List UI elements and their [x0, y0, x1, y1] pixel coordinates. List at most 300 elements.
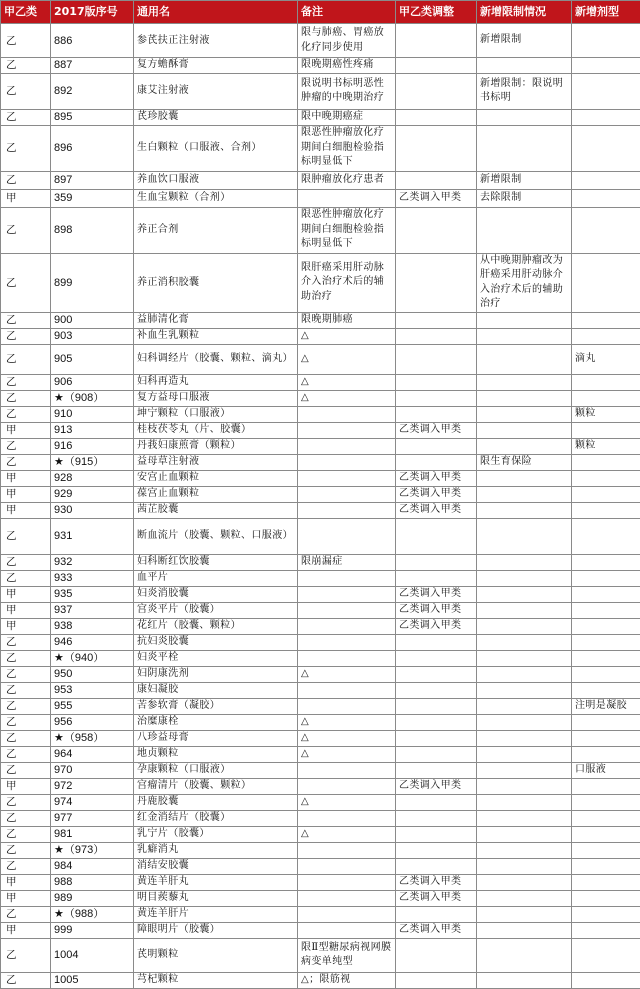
- adjust-cell: 乙类调入甲类: [396, 618, 477, 634]
- limit-cell: [477, 602, 572, 618]
- name-cell: 康艾注射液: [134, 73, 298, 109]
- name-cell: 宫炎平片（胶囊）: [134, 602, 298, 618]
- note-cell: [298, 762, 396, 778]
- name-cell: 益肺清化膏: [134, 312, 298, 328]
- form-cell: [572, 454, 640, 470]
- name-cell: 妇炎消胶囊: [134, 586, 298, 602]
- name-cell: 养血饮口服液: [134, 171, 298, 189]
- table-row: [1, 890, 640, 906]
- adjust-cell: [396, 438, 477, 454]
- note-cell: [298, 454, 396, 470]
- class-cell: 甲: [1, 502, 51, 518]
- form-cell: [572, 502, 640, 518]
- seq-cell: 956: [51, 714, 134, 730]
- table-row: [1, 922, 640, 938]
- note-cell: [298, 618, 396, 634]
- note-cell: [298, 858, 396, 874]
- form-cell: [572, 810, 640, 826]
- table-row: [1, 58, 640, 74]
- table-row: [1, 602, 640, 618]
- limit-cell: [477, 502, 572, 518]
- note-cell: 限晚期肺癌: [298, 312, 396, 328]
- note-cell: △: [298, 714, 396, 730]
- limit-cell: [477, 682, 572, 698]
- header-class: 甲乙类: [1, 1, 51, 24]
- class-cell: 乙: [1, 58, 51, 74]
- class-cell: 乙: [1, 253, 51, 312]
- class-cell: 乙: [1, 207, 51, 253]
- note-cell: 限说明书标明恶性肿瘤的中晚期治疗: [298, 73, 396, 109]
- note-cell: [298, 518, 396, 554]
- note-cell: 限与肺癌、胃癌放化疗同步使用: [298, 24, 396, 58]
- limit-cell: [477, 746, 572, 762]
- adjust-cell: [396, 374, 477, 390]
- note-cell: [298, 650, 396, 666]
- adjust-cell: [396, 328, 477, 344]
- name-cell: 妇科断红饮胶囊: [134, 554, 298, 570]
- form-cell: 口服液: [572, 762, 640, 778]
- class-cell: 乙: [1, 762, 51, 778]
- limit-cell: [477, 486, 572, 502]
- name-cell: 复方益母口服液: [134, 390, 298, 406]
- name-cell: 苦参软膏（凝胶）: [134, 698, 298, 714]
- adjust-cell: 乙类调入甲类: [396, 189, 477, 207]
- form-cell: [572, 906, 640, 922]
- note-cell: [298, 682, 396, 698]
- limit-cell: [477, 762, 572, 778]
- note-cell: [298, 698, 396, 714]
- limit-cell: [477, 810, 572, 826]
- form-cell: [572, 682, 640, 698]
- limit-cell: 新增限制: [477, 171, 572, 189]
- class-cell: 乙: [1, 518, 51, 554]
- note-cell: 限Ⅱ型糖尿病视网膜病变单纯型: [298, 938, 396, 972]
- limit-cell: [477, 778, 572, 794]
- class-cell: 乙: [1, 858, 51, 874]
- adjust-cell: [396, 253, 477, 312]
- table-row: [1, 109, 640, 125]
- form-cell: 滴丸: [572, 344, 640, 374]
- table-row: [1, 858, 640, 874]
- limit-cell: [477, 858, 572, 874]
- class-cell: 乙: [1, 746, 51, 762]
- class-cell: 乙: [1, 109, 51, 125]
- name-cell: 花红片（胶囊、颗粒）: [134, 618, 298, 634]
- class-cell: 乙: [1, 666, 51, 682]
- adjust-cell: [396, 24, 477, 58]
- table-row: [1, 762, 640, 778]
- table-row: [1, 874, 640, 890]
- form-cell: [572, 666, 640, 682]
- adjust-cell: [396, 73, 477, 109]
- note-cell: [298, 874, 396, 890]
- seq-cell: 899: [51, 253, 134, 312]
- limit-cell: [477, 58, 572, 74]
- limit-cell: [477, 344, 572, 374]
- seq-cell: 999: [51, 922, 134, 938]
- seq-cell: 913: [51, 422, 134, 438]
- seq-cell: 977: [51, 810, 134, 826]
- seq-cell: 892: [51, 73, 134, 109]
- note-cell: △: [298, 730, 396, 746]
- name-cell: 生血宝颗粒（合剂）: [134, 189, 298, 207]
- name-cell: 红金消结片（胶囊）: [134, 810, 298, 826]
- table-row: [1, 189, 640, 207]
- limit-cell: [477, 518, 572, 554]
- class-cell: 乙: [1, 698, 51, 714]
- form-cell: [572, 518, 640, 554]
- limit-cell: [477, 312, 572, 328]
- name-cell: 黄连羊肝丸: [134, 874, 298, 890]
- table-row: [1, 390, 640, 406]
- form-cell: [572, 312, 640, 328]
- class-cell: 乙: [1, 554, 51, 570]
- adjust-cell: [396, 810, 477, 826]
- adjust-cell: [396, 109, 477, 125]
- note-cell: [298, 810, 396, 826]
- form-cell: [572, 24, 640, 58]
- form-cell: [572, 922, 640, 938]
- table-row: [1, 454, 640, 470]
- header-form: 新增剂型: [572, 1, 640, 24]
- limit-cell: [477, 666, 572, 682]
- name-cell: 生白颗粒（口服液、合剂）: [134, 125, 298, 171]
- class-cell: 乙: [1, 714, 51, 730]
- class-cell: 甲: [1, 470, 51, 486]
- class-cell: 乙: [1, 406, 51, 422]
- limit-cell: [477, 922, 572, 938]
- limit-cell: 新增限制：限说明书标明: [477, 73, 572, 109]
- limit-cell: [477, 698, 572, 714]
- seq-cell: 928: [51, 470, 134, 486]
- header-adjust: 甲乙类调整: [396, 1, 477, 24]
- seq-cell: 932: [51, 554, 134, 570]
- class-cell: 乙: [1, 438, 51, 454]
- table-row: [1, 328, 640, 344]
- note-cell: [298, 922, 396, 938]
- note-cell: △: [298, 826, 396, 842]
- adjust-cell: [396, 171, 477, 189]
- seq-cell: ★（915）: [51, 454, 134, 470]
- class-cell: 甲: [1, 602, 51, 618]
- form-cell: [572, 794, 640, 810]
- note-cell: [298, 422, 396, 438]
- note-cell: △: [298, 390, 396, 406]
- note-cell: [298, 438, 396, 454]
- limit-cell: [477, 207, 572, 253]
- table-row: [1, 634, 640, 650]
- adjust-cell: [396, 906, 477, 922]
- adjust-cell: [396, 826, 477, 842]
- form-cell: [572, 109, 640, 125]
- form-cell: [572, 422, 640, 438]
- class-cell: 乙: [1, 24, 51, 58]
- seq-cell: 984: [51, 858, 134, 874]
- adjust-cell: [396, 666, 477, 682]
- name-cell: 丹莪妇康煎膏（颗粒）: [134, 438, 298, 454]
- header-limit: 新增限制情况: [477, 1, 572, 24]
- form-cell: [572, 972, 640, 988]
- adjust-cell: 乙类调入甲类: [396, 922, 477, 938]
- limit-cell: [477, 422, 572, 438]
- seq-cell: 988: [51, 874, 134, 890]
- adjust-cell: [396, 554, 477, 570]
- table-row: [1, 171, 640, 189]
- note-cell: [298, 486, 396, 502]
- seq-cell: 972: [51, 778, 134, 794]
- name-cell: 明目蒺藜丸: [134, 890, 298, 906]
- limit-cell: [477, 586, 572, 602]
- name-cell: 宫瘤清片（胶囊、颗粒）: [134, 778, 298, 794]
- table-row: [1, 842, 640, 858]
- note-cell: 限肿瘤放化疗患者: [298, 171, 396, 189]
- note-cell: [298, 406, 396, 422]
- class-cell: 乙: [1, 171, 51, 189]
- limit-cell: [477, 730, 572, 746]
- limit-cell: [477, 109, 572, 125]
- name-cell: 芎杞颗粒: [134, 972, 298, 988]
- name-cell: 妇科再造丸: [134, 374, 298, 390]
- adjust-cell: [396, 650, 477, 666]
- form-cell: [572, 618, 640, 634]
- name-cell: 坤宁颗粒（口服液）: [134, 406, 298, 422]
- class-cell: 甲: [1, 618, 51, 634]
- form-cell: [572, 826, 640, 842]
- table-row: [1, 502, 640, 518]
- class-cell: 甲: [1, 189, 51, 207]
- seq-cell: 970: [51, 762, 134, 778]
- seq-cell: 937: [51, 602, 134, 618]
- class-cell: 乙: [1, 938, 51, 972]
- name-cell: 补血生乳颗粒: [134, 328, 298, 344]
- seq-cell: 1005: [51, 972, 134, 988]
- class-cell: 乙: [1, 972, 51, 988]
- table-row: [1, 682, 640, 698]
- name-cell: 芪明颗粒: [134, 938, 298, 972]
- table-row: [1, 698, 640, 714]
- seq-cell: 1004: [51, 938, 134, 972]
- limit-cell: [477, 390, 572, 406]
- note-cell: [298, 778, 396, 794]
- name-cell: 妇科调经片（胶囊、颗粒、滴丸）: [134, 344, 298, 374]
- note-cell: △: [298, 746, 396, 762]
- seq-cell: 929: [51, 486, 134, 502]
- adjust-cell: [396, 842, 477, 858]
- table-row: [1, 438, 640, 454]
- note-cell: [298, 634, 396, 650]
- note-cell: [298, 470, 396, 486]
- class-cell: 乙: [1, 454, 51, 470]
- limit-cell: [477, 634, 572, 650]
- name-cell: 八珍益母膏: [134, 730, 298, 746]
- seq-cell: ★（958）: [51, 730, 134, 746]
- adjust-cell: [396, 746, 477, 762]
- limit-cell: [477, 842, 572, 858]
- form-cell: [572, 650, 640, 666]
- adjust-cell: [396, 518, 477, 554]
- note-cell: [298, 842, 396, 858]
- seq-cell: 896: [51, 125, 134, 171]
- table-row: [1, 312, 640, 328]
- form-cell: [572, 842, 640, 858]
- adjust-cell: 乙类调入甲类: [396, 778, 477, 794]
- limit-cell: [477, 470, 572, 486]
- limit-cell: [477, 794, 572, 810]
- name-cell: 葆宫止血颗粒: [134, 486, 298, 502]
- table-row: [1, 714, 640, 730]
- note-cell: △: [298, 344, 396, 374]
- name-cell: 断血流片（胶囊、颗粒、口服液）: [134, 518, 298, 554]
- seq-cell: 910: [51, 406, 134, 422]
- form-cell: 颗粒: [572, 406, 640, 422]
- class-cell: 甲: [1, 778, 51, 794]
- seq-cell: 916: [51, 438, 134, 454]
- adjust-cell: [396, 570, 477, 586]
- class-cell: 乙: [1, 570, 51, 586]
- seq-cell: 897: [51, 171, 134, 189]
- table-row: [1, 374, 640, 390]
- note-cell: 限恶性肿瘤放化疗期间白细胞检验指标明显低下: [298, 125, 396, 171]
- class-cell: 乙: [1, 810, 51, 826]
- table-row: [1, 24, 640, 58]
- limit-cell: [477, 972, 572, 988]
- name-cell: 黄连羊肝片: [134, 906, 298, 922]
- note-cell: [298, 502, 396, 518]
- form-cell: [572, 486, 640, 502]
- table-row: [1, 906, 640, 922]
- limit-cell: [477, 650, 572, 666]
- name-cell: 血平片: [134, 570, 298, 586]
- header-seq: 2017版序号: [51, 1, 134, 24]
- table-header-row: [1, 1, 640, 24]
- note-cell: [298, 586, 396, 602]
- header-note: 备注: [298, 1, 396, 24]
- adjust-cell: [396, 344, 477, 374]
- class-cell: 乙: [1, 730, 51, 746]
- adjust-cell: [396, 762, 477, 778]
- limit-cell: [477, 938, 572, 972]
- table-row: [1, 666, 640, 682]
- seq-cell: 930: [51, 502, 134, 518]
- class-cell: 乙: [1, 390, 51, 406]
- form-cell: [572, 890, 640, 906]
- table-body: [1, 24, 640, 989]
- note-cell: △: [298, 328, 396, 344]
- adjust-cell: 乙类调入甲类: [396, 502, 477, 518]
- class-cell: 甲: [1, 486, 51, 502]
- adjust-cell: 乙类调入甲类: [396, 470, 477, 486]
- table-row: [1, 570, 640, 586]
- seq-cell: 933: [51, 570, 134, 586]
- note-cell: △: [298, 374, 396, 390]
- form-cell: [572, 171, 640, 189]
- form-cell: [572, 874, 640, 890]
- seq-cell: 359: [51, 189, 134, 207]
- adjust-cell: 乙类调入甲类: [396, 602, 477, 618]
- header-name: 通用名: [134, 1, 298, 24]
- name-cell: 妇阴康洗剂: [134, 666, 298, 682]
- form-cell: [572, 125, 640, 171]
- seq-cell: 953: [51, 682, 134, 698]
- form-cell: [572, 778, 640, 794]
- note-cell: 限崩漏症: [298, 554, 396, 570]
- form-cell: [572, 390, 640, 406]
- seq-cell: 955: [51, 698, 134, 714]
- class-cell: 乙: [1, 906, 51, 922]
- adjust-cell: [396, 938, 477, 972]
- note-cell: [298, 906, 396, 922]
- name-cell: 地贞颗粒: [134, 746, 298, 762]
- seq-cell: 935: [51, 586, 134, 602]
- note-cell: [298, 602, 396, 618]
- seq-cell: ★（988）: [51, 906, 134, 922]
- form-cell: [572, 470, 640, 486]
- seq-cell: 903: [51, 328, 134, 344]
- class-cell: 乙: [1, 650, 51, 666]
- name-cell: 康妇凝胶: [134, 682, 298, 698]
- limit-cell: [477, 438, 572, 454]
- form-cell: [572, 938, 640, 972]
- name-cell: 乳癖消丸: [134, 842, 298, 858]
- limit-cell: [477, 714, 572, 730]
- form-cell: [572, 328, 640, 344]
- class-cell: 乙: [1, 328, 51, 344]
- form-cell: [572, 58, 640, 74]
- adjust-cell: [396, 390, 477, 406]
- form-cell: [572, 570, 640, 586]
- seq-cell: 906: [51, 374, 134, 390]
- form-cell: [572, 253, 640, 312]
- seq-cell: 895: [51, 109, 134, 125]
- table-row: [1, 207, 640, 253]
- adjust-cell: 乙类调入甲类: [396, 874, 477, 890]
- name-cell: 芪珍胶囊: [134, 109, 298, 125]
- limit-cell: [477, 328, 572, 344]
- adjust-cell: [396, 794, 477, 810]
- class-cell: 乙: [1, 794, 51, 810]
- table-row: [1, 486, 640, 502]
- adjust-cell: [396, 682, 477, 698]
- class-cell: 乙: [1, 73, 51, 109]
- adjust-cell: [396, 207, 477, 253]
- limit-cell: [477, 374, 572, 390]
- name-cell: 妇炎平栓: [134, 650, 298, 666]
- seq-cell: 974: [51, 794, 134, 810]
- limit-cell: [477, 554, 572, 570]
- class-cell: 乙: [1, 826, 51, 842]
- form-cell: 颗粒: [572, 438, 640, 454]
- limit-cell: [477, 826, 572, 842]
- note-cell: 限恶性肿瘤放化疗期间白细胞检验指标明显低下: [298, 207, 396, 253]
- limit-cell: [477, 874, 572, 890]
- limit-cell: [477, 890, 572, 906]
- table-row: [1, 778, 640, 794]
- form-cell: [572, 73, 640, 109]
- table-row: [1, 586, 640, 602]
- name-cell: 茜芷胶囊: [134, 502, 298, 518]
- table-row: [1, 406, 640, 422]
- class-cell: 甲: [1, 422, 51, 438]
- table-row: [1, 810, 640, 826]
- table-row: [1, 618, 640, 634]
- form-cell: [572, 554, 640, 570]
- seq-cell: 898: [51, 207, 134, 253]
- table-row: [1, 344, 640, 374]
- name-cell: 治糜康栓: [134, 714, 298, 730]
- table-row: [1, 73, 640, 109]
- name-cell: 消结安胶囊: [134, 858, 298, 874]
- form-cell: [572, 730, 640, 746]
